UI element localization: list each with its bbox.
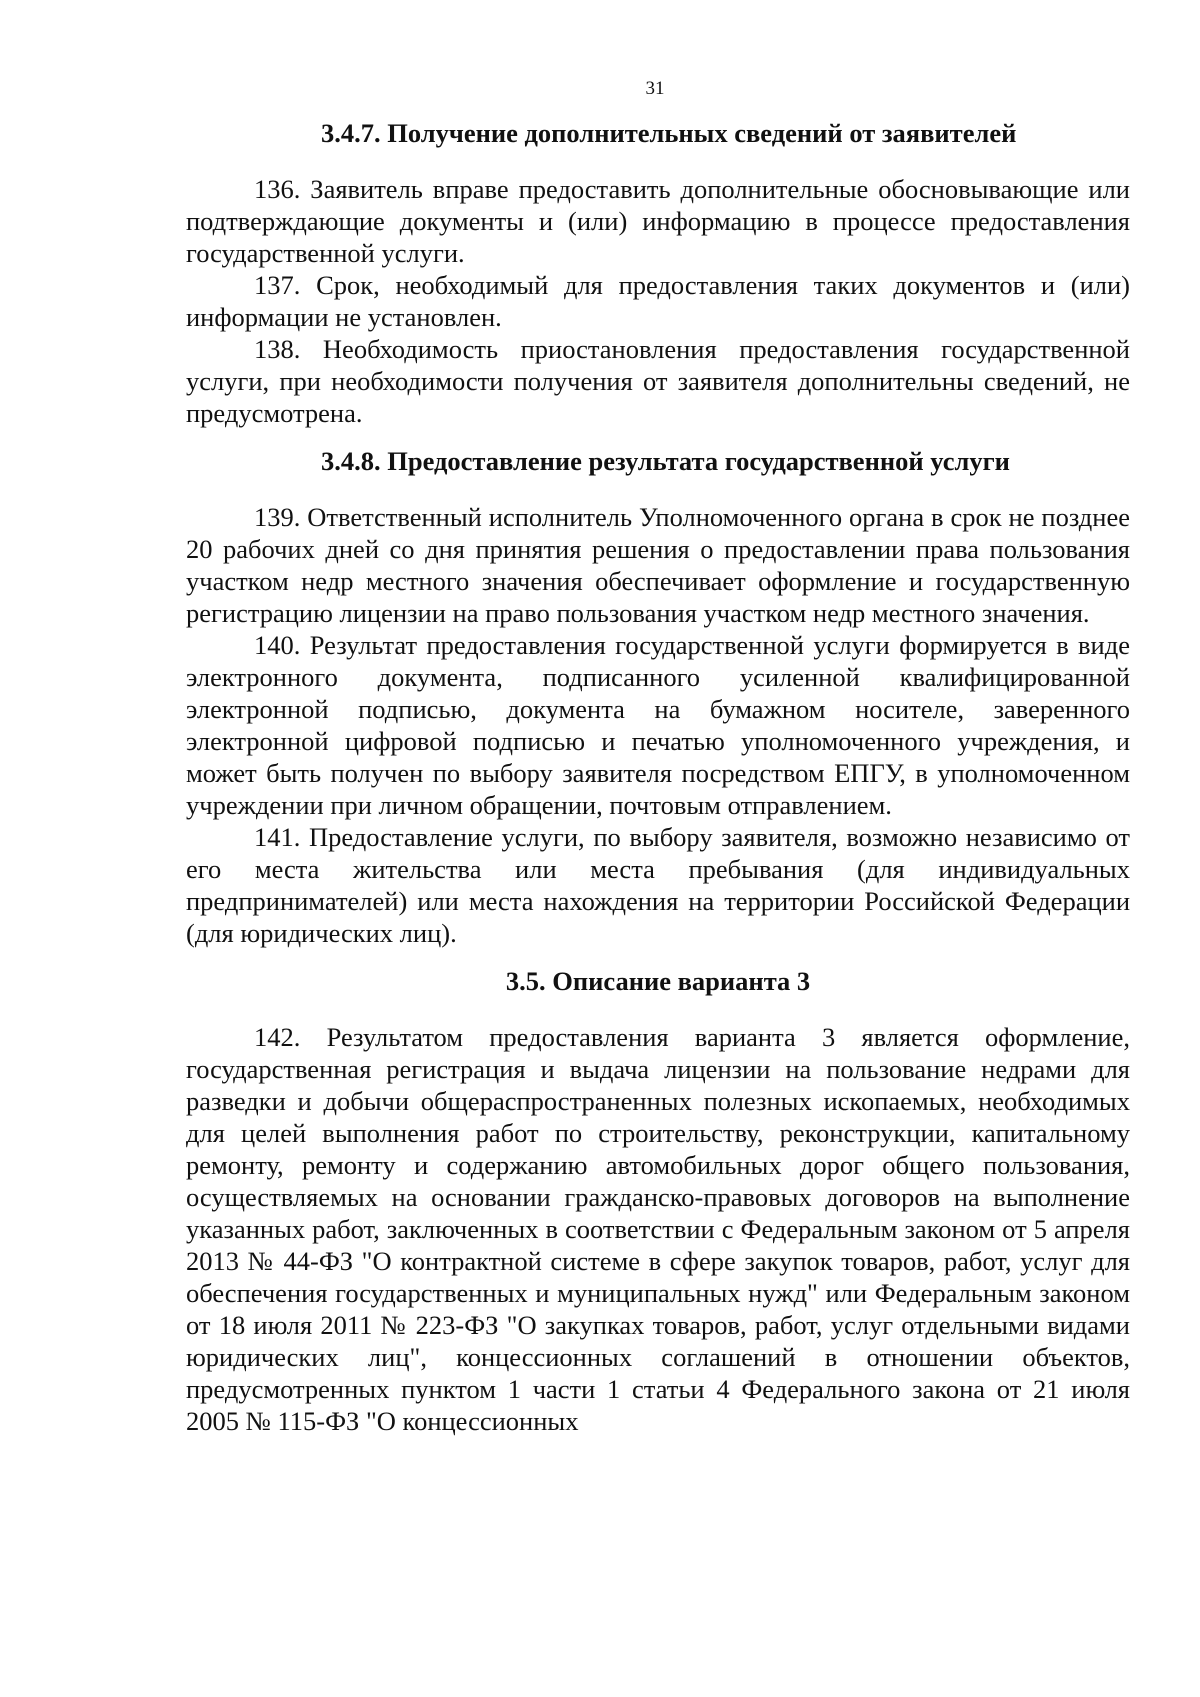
paragraph-137: 137. Срок, необходимый для предоставления таких документов и (или) информации не установлен.	[186, 270, 1130, 332]
document-body	[186, 115, 1130, 1437]
paragraph-139: 139. Ответственный исполнитель Уполномоченного органа в срок не позднее 20 рабочих дней со дня принятия решения о предоставлении права пользования участком недр местного значения обеспечивает оформление и государственную регистрацию лицензии на право пользования участком недр местного значения.	[186, 502, 1130, 628]
section-heading-3-4-8: 3.4.8. Предоставление результата государственной услуги	[321, 446, 1010, 476]
section-heading-3-5: 3.5. Описание варианта 3	[505, 966, 811, 996]
page-number: 31	[645, 78, 665, 99]
paragraph-136: 136. Заявитель вправе предоставить дополнительные обосновывающие или подтверждающие документы и (или) информацию в процессе предоставления государственной услуги.	[186, 174, 1130, 268]
paragraph-140: 140. Результат предоставления государственной услуги формируется в виде электронного документа, подписанного усиленной квалифицированной электронной подписью, документа на бумажном носителе, заверенного электронной цифровой подписью и печатью уполномоченного учреждения, и может быть получен по выбору заявителя посредством ЕПГУ, в уполномоченном учреждении при личном обращении, почтовым отправлением.	[186, 630, 1130, 820]
paragraph-141: 141. Предоставление услуги, по выбору заявителя, возможно независимо от его места жительства или места пребывания (для индивидуальных предпринимателей) или места нахождения на территории Российской Федерации (для юридических лиц).	[186, 822, 1130, 948]
paragraph-138: 138. Необходимость приостановления предоставления государственной услуги, при необходимости получения от заявителя дополнительны сведений, не предусмотрена.	[186, 334, 1130, 428]
section-heading-3-4-7: 3.4.7. Получение дополнительных сведений от заявителей	[321, 118, 1017, 148]
paragraph-142: 142. Результатом предоставления варианта 3 является оформление, государственная регистрация и выдача лицензии на пользование недрами для разведки и добычи общераспространенных полезных ископаемых, необходимых для целей выполнения работ по строительству, реконструкции, капитальному ремонту, ремонту и содержанию автомобильных дорог общего пользования, осуществляемых на основании гражданско-правовых договоров на выполнение указанных работ, заключенных в соответствии с Федеральным законом от 5 апреля 2013 № 44-ФЗ "О контрактной системе в сфере закупок товаров, работ, услуг для обеспечения государственных и муниципальных нужд" или Федеральным законом от 18 июля 2011 № 223-ФЗ "О закупках товаров, работ, услуг отдельными видами юридических лиц", концессионных соглашений в отношении объектов, предусмотренных пунктом 1 части 1 статьи 4 Федерального закона от 21 июля 2005 № 115-ФЗ "О концессионных	[186, 1022, 1130, 1436]
